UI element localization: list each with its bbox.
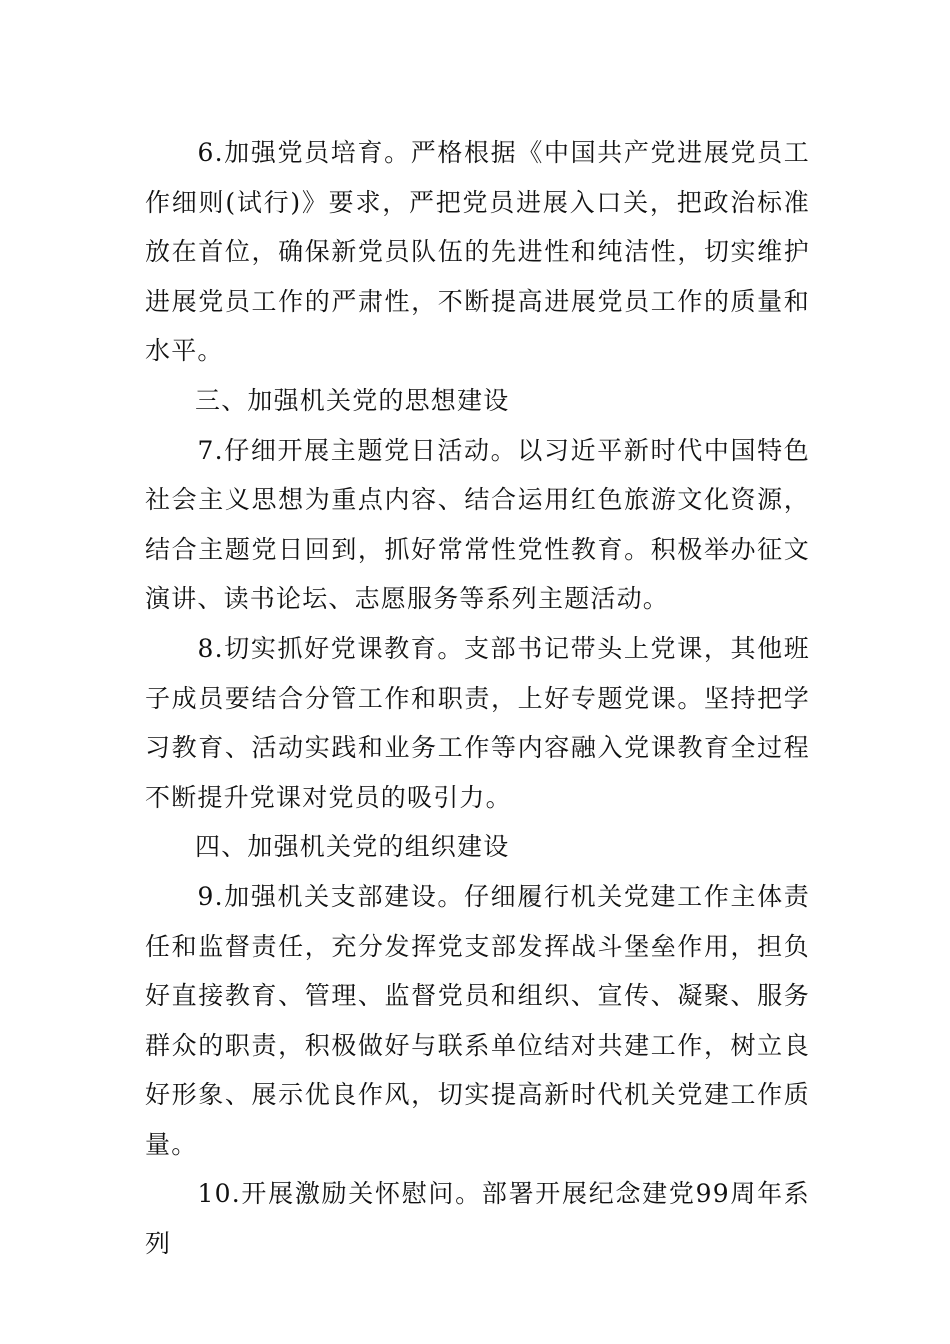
paragraph-7-theme-day: 7.仔细开展主题党日活动。以习近平新时代中国特色社会主义思想为重点内容、结合运用红色旅游文化资源，结合主题党日回到，抓好常常性党性教育。积极举办征文演讲、读书论坛、志愿服务等系列主题活动。 [145,435,810,614]
paragraph-9-branch-building: 9.加强机关支部建设。仔细履行机关党建工作主体责任和监督责任，充分发挥党支部发挥战斗堡垒作用，担负好直接教育、管理、监督党员和组织、宣传、凝聚、服务群众的职责，积极做好与联系单位结对共建工作，树立良好形象、展示优良作风，切实提高新时代机关党建工作质量。 [145,881,810,1159]
paragraph-10-care-visits: 10.开展激励关怀慰问。部署开展纪念建党99周年系列 [145,1179,810,1259]
document-page [145,128,810,1269]
section-heading-organization: 四、加强机关党的组织建设 [195,832,510,862]
paragraph-8-party-lessons: 8.切实抓好党课教育。支部书记带头上党课，其他班子成员要结合分管工作和职责，上好专题党课。坚持把学习教育、活动实践和业务工作等内容融入党课教育全过程不断提升党课对党员的吸引力。 [145,633,810,812]
section-heading-ideology: 三、加强机关党的思想建设 [195,385,510,415]
paragraph-6-party-member-training: 6.加强党员培育。严格根据《中国共产党进展党员工作细则(试行)》要求，严把党员进展入口关，把政治标准放在首位，确保新党员队伍的先进性和纯洁性，切实维护进展党员工作的严肃性，不断提高进展党员工作的质量和水平。 [145,138,810,366]
